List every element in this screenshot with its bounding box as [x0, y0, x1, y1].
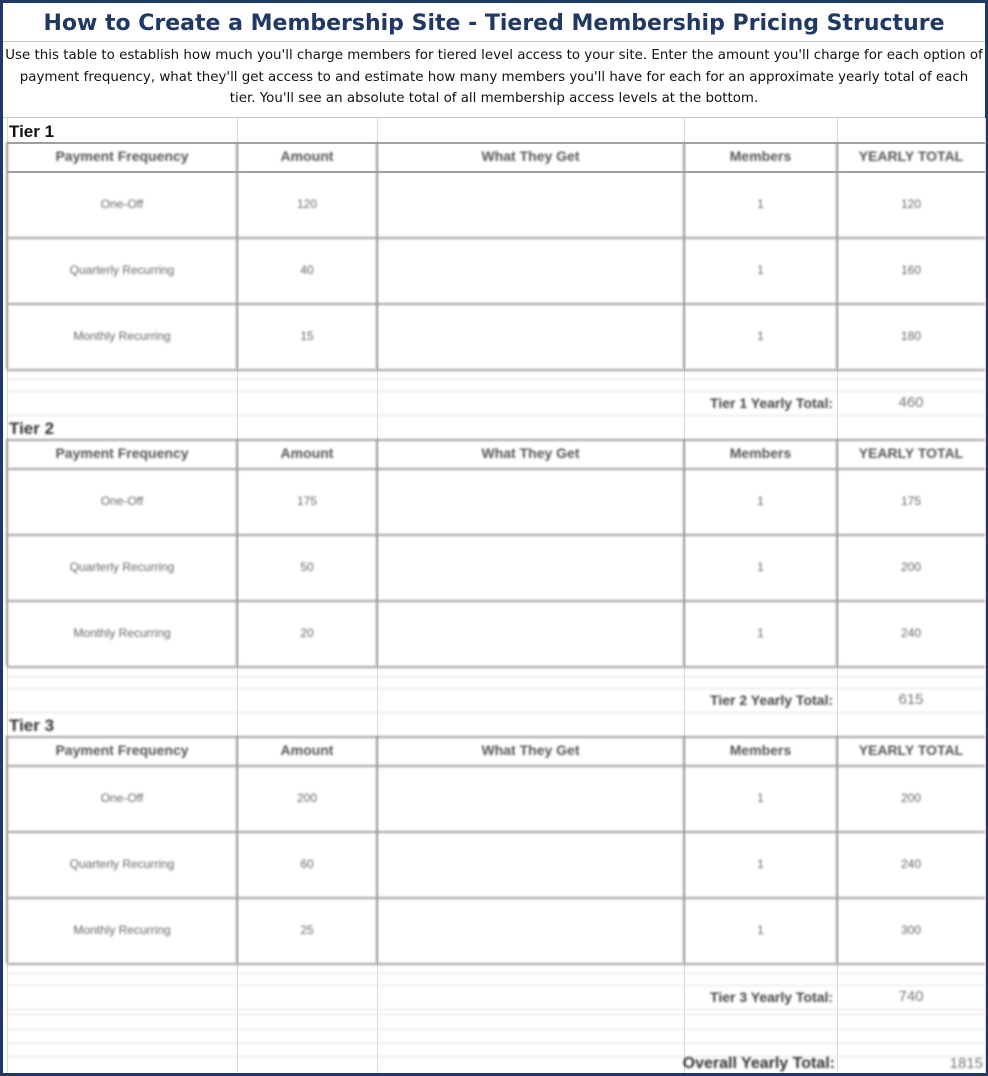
table-cell-frequency: Monthly Recurring	[73, 626, 171, 640]
row-border	[7, 303, 985, 305]
column-border	[836, 736, 838, 963]
table-cell-what	[377, 493, 684, 509]
tier-total-value: 460	[898, 394, 924, 411]
column-header-members: Members	[729, 742, 792, 758]
column-header-members: Members	[729, 148, 792, 164]
table-cell-members: 1	[757, 560, 764, 574]
row-border	[7, 688, 985, 689]
table-cell-frequency: One-Off	[100, 494, 144, 508]
row-border	[7, 171, 985, 173]
column-border	[836, 439, 838, 666]
table-cell-yearly: 200	[900, 560, 922, 574]
column-border	[236, 736, 238, 963]
table-cell-frequency: Quarterly Recurring	[69, 560, 175, 574]
row-border	[7, 379, 985, 380]
column-header-frequency: Payment Frequency	[55, 445, 189, 461]
row-border	[7, 1009, 985, 1010]
column-border	[236, 142, 238, 369]
table-cell-what	[377, 856, 684, 872]
table-cell-members: 1	[757, 494, 764, 508]
divider	[3, 41, 985, 42]
overall-total-value: 1815	[949, 1055, 983, 1072]
grid-line	[7, 1029, 985, 1030]
column-header-frequency: Payment Frequency	[55, 742, 189, 758]
table-cell-what	[377, 328, 684, 344]
tier-total-label: Tier 2 Yearly Total:	[710, 692, 833, 708]
column-header-amount: Amount	[280, 148, 334, 164]
tier-label: Tier 1	[9, 122, 55, 141]
column-border	[683, 142, 685, 369]
row-border	[7, 765, 985, 767]
table-cell-amount: 25	[300, 923, 314, 937]
column-border	[683, 736, 685, 963]
row-border	[7, 600, 985, 602]
table-cell-amount: 15	[300, 329, 314, 343]
table-cell-yearly: 180	[900, 329, 922, 343]
column-header-what: What They Get	[481, 742, 580, 758]
table-cell-amount: 40	[300, 263, 314, 277]
table-cell-members: 1	[757, 626, 764, 640]
table-cell-amount: 175	[296, 494, 318, 508]
overall-total-label: Overall Yearly Total:	[682, 1055, 835, 1072]
table-cell-amount: 60	[300, 857, 314, 871]
table-cell-yearly: 160	[900, 263, 922, 277]
table-cell-frequency: One-Off	[100, 197, 144, 211]
grid-line	[7, 1043, 985, 1044]
table-cell-members: 1	[757, 857, 764, 871]
table-cell-amount: 200	[296, 791, 318, 805]
row-border	[7, 985, 985, 986]
row-border	[7, 534, 985, 536]
tier-total-value: 740	[898, 988, 924, 1005]
table-cell-yearly: 240	[900, 857, 922, 871]
row-border	[7, 468, 985, 470]
row-border	[7, 369, 985, 371]
page-title: How to Create a Membership Site - Tiered Membership Pricing Structure	[43, 11, 945, 36]
grid-line	[985, 118, 986, 1073]
column-border	[6, 439, 8, 666]
table-cell-amount: 120	[296, 197, 318, 211]
row-border	[7, 676, 985, 677]
column-border	[236, 439, 238, 666]
column-header-amount: Amount	[280, 742, 334, 758]
column-header-yearly: YEARLY TOTAL	[858, 742, 964, 758]
pricing-sheet	[3, 118, 985, 1073]
column-header-yearly: YEARLY TOTAL	[858, 148, 964, 164]
table-cell-yearly: 240	[900, 626, 922, 640]
table-cell-yearly: 200	[900, 791, 922, 805]
table-cell-what	[377, 262, 684, 278]
column-header-what: What They Get	[481, 445, 580, 461]
table-cell-members: 1	[757, 329, 764, 343]
row-border	[7, 391, 985, 392]
row-border	[7, 897, 985, 899]
column-border	[6, 736, 8, 963]
table-cell-what	[377, 559, 684, 575]
row-border	[7, 237, 985, 239]
table-cell-frequency: Monthly Recurring	[73, 329, 171, 343]
table-cell-members: 1	[757, 263, 764, 277]
table-cell-members: 1	[757, 197, 764, 211]
column-header-members: Members	[729, 445, 792, 461]
tier-total-label: Tier 1 Yearly Total:	[710, 395, 833, 411]
column-header-amount: Amount	[280, 445, 334, 461]
table-cell-members: 1	[757, 923, 764, 937]
row-border	[7, 712, 985, 713]
table-cell-what	[377, 922, 684, 938]
column-border	[683, 439, 685, 666]
table-cell-frequency: Monthly Recurring	[73, 923, 171, 937]
tier-total-value: 615	[898, 691, 924, 708]
column-border	[6, 142, 8, 369]
grid-line	[7, 1014, 985, 1015]
column-border	[376, 736, 378, 963]
table-cell-amount: 50	[300, 560, 314, 574]
row-border	[7, 415, 985, 416]
grid-line	[7, 1056, 985, 1057]
table-cell-amount: 20	[300, 626, 314, 640]
column-border	[376, 142, 378, 369]
instructions-text: Use this table to establish how much you'll charge members for tiered level access to your site. Enter the amount you'll charge for each option of payment frequency, what they'll get access to and estimate how many members you'll have for each for an approximate yearly total of each tier. You'll see an absolute total of all membership access levels at the bottom.	[5, 48, 983, 106]
table-cell-what	[377, 625, 684, 641]
tier-total-label: Tier 3 Yearly Total:	[710, 989, 833, 1005]
tier-label: Tier 3	[9, 716, 55, 735]
table-cell-members: 1	[757, 791, 764, 805]
table-cell-what	[377, 790, 684, 806]
column-border	[836, 142, 838, 369]
table-cell-yearly: 120	[900, 197, 922, 211]
table-cell-what	[377, 196, 684, 212]
column-header-what: What They Get	[481, 148, 580, 164]
row-border	[7, 831, 985, 833]
column-border	[376, 439, 378, 666]
table-cell-yearly: 300	[900, 923, 922, 937]
column-header-frequency: Payment Frequency	[55, 148, 189, 164]
row-border	[7, 963, 985, 965]
table-cell-frequency: Quarterly Recurring	[69, 857, 175, 871]
table-cell-frequency: Quarterly Recurring	[69, 263, 175, 277]
column-header-yearly: YEARLY TOTAL	[858, 445, 964, 461]
row-border	[7, 973, 985, 974]
table-cell-yearly: 175	[900, 494, 922, 508]
row-border	[7, 666, 985, 668]
table-cell-frequency: One-Off	[100, 791, 144, 805]
tier-label: Tier 2	[9, 419, 55, 438]
